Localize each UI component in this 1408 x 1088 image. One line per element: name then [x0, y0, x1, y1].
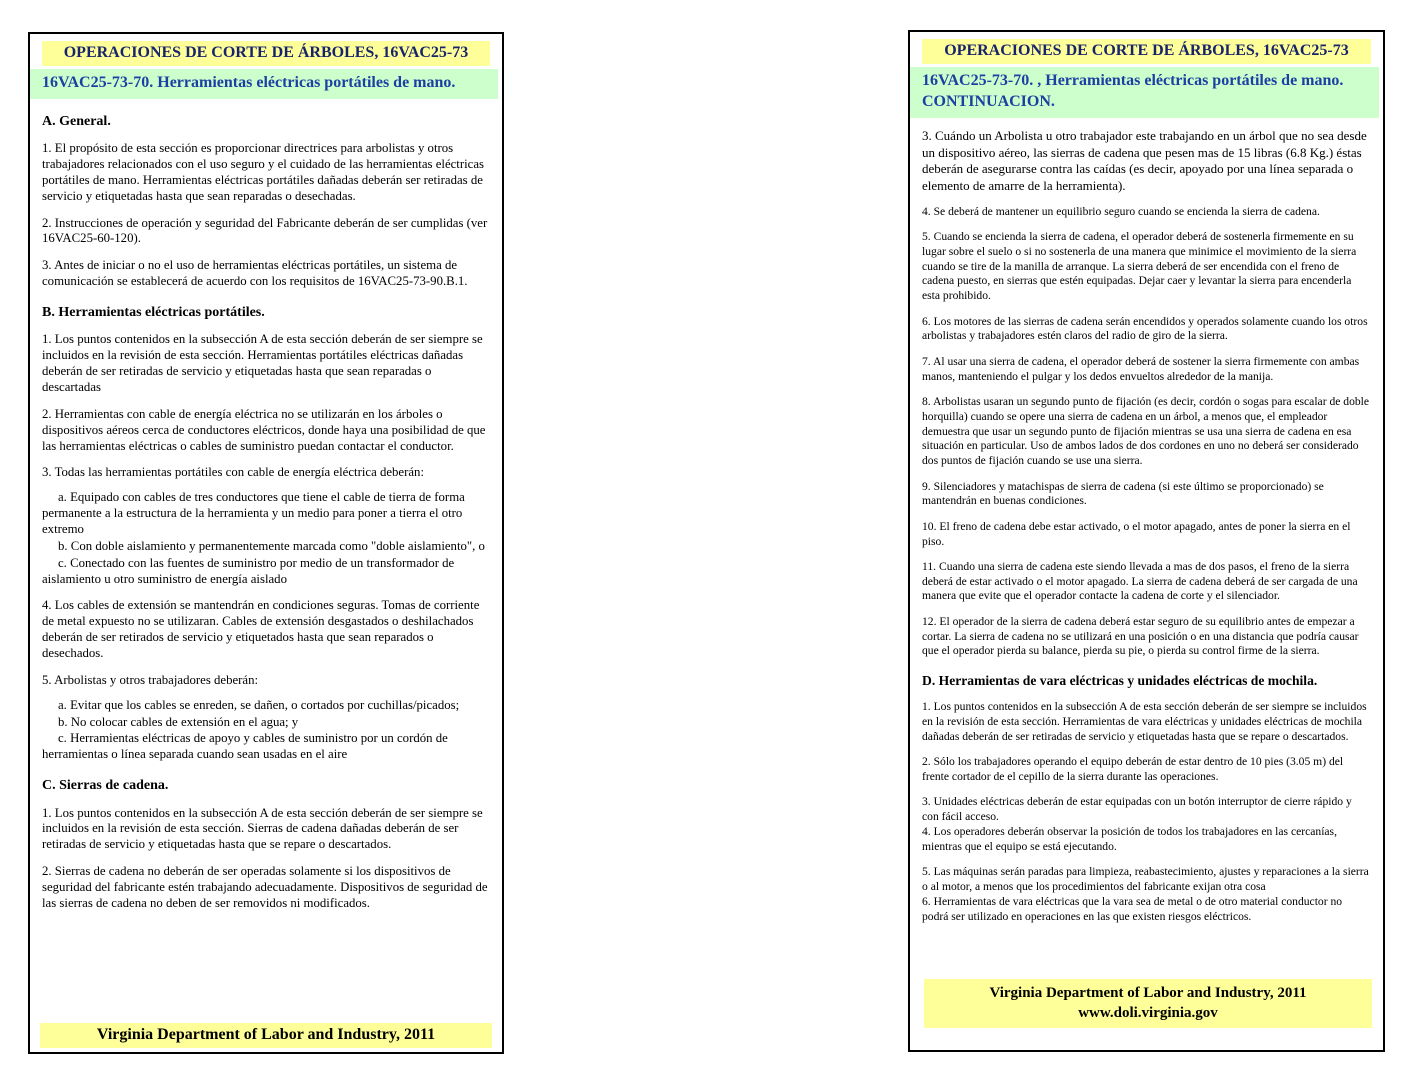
- footer-text: Virginia Department of Labor and Industry, 2011: [96, 1026, 436, 1043]
- left-page-subtitle-banner: [30, 69, 498, 99]
- section-heading: A. General.: [42, 113, 111, 129]
- paragraph: 4. Los operadores deberán observar la posición de todos los trabajadores en las cercanías, mientras que el equipo se está ejecutando.: [922, 824, 1337, 853]
- paragraph: 2. Sierras de cadena no deberán de ser operadas solamente si los dispositivos de seguridad del fabricante estén trabajando adecuadamente. Dispositivos de seguridad de las sierras de cadena no deben de ser removidos ni modificados.: [42, 864, 488, 910]
- left-page: [28, 32, 504, 1054]
- footer-text-line2: www.doli.virginia.gov: [1078, 1004, 1218, 1021]
- right-page-footer-banner: [924, 979, 1372, 1029]
- right-page: [908, 30, 1385, 1052]
- section-subtitle-line2: CONTINUACION.: [922, 92, 1055, 110]
- left-page-body: [41, 113, 491, 912]
- paragraph: 3. Unidades eléctricas deberán de estar equipadas con un botón interruptor de cierre rápido y con fácil acceso.: [922, 795, 1352, 824]
- list-item: c. Conectado con las fuentes de suministro por medio de un transformador de aislamiento u otro suministro de energía aislado: [42, 555, 455, 586]
- footer-text-line1: Virginia Department of Labor and Industry, 2011: [989, 984, 1307, 1001]
- right-page-subtitle-banner: [910, 67, 1379, 118]
- paragraph: 10. El freno de cadena debe estar activado, o el motor apagado, antes de poner la sierra en el piso.: [922, 519, 1351, 548]
- page-title: OPERACIONES DE CORTE DE ÁRBOLES, 16VAC25-73: [63, 44, 469, 61]
- paragraph: 11. Cuando una sierra de cadena este siendo llevada a mas de dos pasos, el freno de la sierra deberá de estar activado o el motor apagado. La sierra de cadena deberá de ser cargada de una manera que evite que el operador contacte la cadena de corte y el silenciador.: [922, 559, 1358, 603]
- paragraph: 3. Cuándo un Arbolista u otro trabajador este trabajando en un árbol que no sea desde un dispositivo aéreo, las sierras de cadena que pesen mas de 15 libras (6.8 Kg.) éstas deberán de asegurarse contra las caídas (es decir, apoyado por una línea separada o elemento de amarre de la herramienta).: [922, 128, 1367, 193]
- list-item: b. No colocar cables de extensión en el agua; y: [58, 714, 299, 729]
- paragraph: 9. Silenciadores y matachispas de sierra de cadena (si este último se proporcionado) se mantendrán en buenas condiciones.: [922, 479, 1324, 508]
- paragraph: 2. Herramientas con cable de energía eléctrica no se utilizarán en los árboles o dispositivos aéreos cerca de conductores eléctricos, donde haya una posibilidad de que las herramientas eléctricas o cables de suministro puedan contactar el conductor.: [42, 406, 486, 453]
- section-subtitle: 16VAC25-73-70. Herramientas eléctricas portátiles de mano.: [42, 74, 456, 91]
- list-item: b. Con doble aislamiento y permanentemente marcada como "doble aislamiento", o: [58, 538, 485, 553]
- paragraph: 3. Antes de iniciar o no el uso de herramientas eléctricas portátiles, un sistema de comunicación se establecerá de acuerdo con los requisitos de 16VAC25-73-90.B.1.: [42, 258, 468, 289]
- paragraph: 6. Los motores de las sierras de cadena serán encendidos y operados solamente cuando los otros arbolistas y trabajadores estén claros del radio de giro de la sierra.: [922, 314, 1368, 343]
- list-item: a. Evitar que los cables se enreden, se dañen, o cortados por cuchillas/picados;: [58, 697, 460, 712]
- paragraph: 5. Arbolistas y otros trabajadores deberán:: [42, 672, 259, 687]
- paragraph: 1. El propósito de esta sección es proporcionar directrices para arbolistas y otros trabajadores relacionados con el uso seguro y el cuidado de las herramientas eléctricas portátiles de mano. Herramientas eléctricas portátiles dañadas deberán ser retiradas de servicio y etiquetadas hasta que sean reparadas o desechadas.: [42, 141, 485, 203]
- paragraph: 1. Los puntos contenidos en la subsección A de esta sección deberán de ser siempre se incluidos en la revisión de esta sección. Sierras de cadena dañadas deberán de ser retiradas de servicio y etiquetadas hasta que se repare o descartados.: [42, 805, 483, 852]
- list-item: a. Equipado con cables de tres conductores que tiene el cable de tierra de forma permanente a la estructura de la herramienta y un medio para poner a tierra el otro extremo: [42, 490, 465, 536]
- paragraph: 6. Herramientas de vara eléctricas que la vara sea de metal o de otro material conductor no podrá ser utilizado en operaciones en las que existen riesgos eléctricos.: [922, 894, 1343, 923]
- list-item: c. Herramientas eléctricas de apoyo y cables de suministro por un cordón de herramientas o línea separada cuando sean usadas en el aire: [42, 731, 448, 762]
- left-page-title-banner: [42, 41, 490, 66]
- paragraph: 12. El operador de la sierra de cadena deberá estar seguro de su equilibrio antes de empezar a cortar. La sierra de cadena no se utilizará en una posición o en una distancia que podría causar que el operador pierda su balance, pierda su pie, o pierda su control firme de la sierra.: [922, 614, 1359, 658]
- paragraph: 5. Las máquinas serán paradas para limpieza, reabastecimiento, ajustes y reparaciones a la sierra o al motor, a menos que los procedimientos del fabricante exijan otra cosa: [922, 865, 1369, 893]
- section-heading: D. Herramientas de vara eléctricas y unidades eléctricas de mochila.: [922, 673, 1318, 689]
- paragraph: 7. Al usar una sierra de cadena, el operador deberá de sostener la sierra firmemente con ambas manos, manteniendo el pulgar y los dedos envueltos alrededor de la manija.: [922, 354, 1360, 383]
- paragraph: 4. Los cables de extensión se mantendrán en condiciones seguras. Tomas de corriente de metal expuesto no se utilizaran. Cables de extensión desgastados o deshilachados deberán de ser retirados de servicio y etiquetados hasta que sean reparados o desechados.: [42, 598, 480, 660]
- section-subtitle-line1: 16VAC25-73-70. , Herramientas eléctricas portátiles de mano.: [922, 72, 1344, 89]
- paragraph: 8. Arbolistas usaran un segundo punto de fijación (es decir, cordón o sogas para escalar de doble horquilla) cuando se opere una sierra de cadena en un árbol, a menos que, el empleador demuestra que usar un segundo punto de fijación mientras se usa una sierra de cadena en esa situación en particular. Uso de ambos lados de dos cordones en uno no deberá ser considerado dos puntos de fijación cuando se use una sierra.: [922, 394, 1370, 468]
- paragraph: 5. Cuando se encienda la sierra de cadena, el operador deberá de sostenerla firmemente en su lugar sobre el suelo o si no sostenerla de una manera que minimice el movimiento de la sierra cuando se tire de la manilla de arranque. La sierra deberá de ser encendida con el freno de cadena puesto, en sierras que estén equipadas. Dejar caer y levantar la sierra para encenderla esta prohibido.: [922, 229, 1357, 303]
- right-page-title-banner: [922, 39, 1371, 64]
- paragraph: 2. Sólo los trabajadores operando el equipo deberán de estar dentro de 10 pies (3.05 m) del frente cortador de el cepillo de la sierra durante las operaciones.: [922, 755, 1344, 783]
- right-page-body: [921, 128, 1372, 924]
- page-title: OPERACIONES DE CORTE DE ÁRBOLES, 16VAC25-73: [944, 42, 1349, 59]
- paragraph: 1. Los puntos contenidos en la subsección A de esta sección deberán de ser siempre se incluidos en la revisión de esta sección. Herramientas de vara eléctricas y unidades eléctricas de mochila dañadas deberán de ser retiradas de servicio y etiquetadas hasta que se repare o descartados.: [922, 700, 1367, 743]
- section-heading: B. Herramientas eléctricas portátiles.: [42, 305, 265, 321]
- paragraph: 1. Los puntos contenidos en la subsección A de esta sección deberán de ser siempre se incluidos en la revisión de esta sección. Herramientas portátiles eléctricas dañadas deberán de ser retiradas de servicio y etiquetadas hasta que sean reparadas o descartadas: [42, 332, 483, 394]
- section-heading: C. Sierras de cadena.: [42, 778, 169, 794]
- paragraph: 2. Instrucciones de operación y seguridad del Fabricante deberán de ser cumplidas (ver 16VAC25-60-120).: [42, 215, 488, 246]
- paragraph: 4. Se deberá de mantener un equilibrio seguro cuando se encienda la sierra de cadena.: [922, 204, 1320, 218]
- paragraph: 3. Todas las herramientas portátiles con cable de energía eléctrica deberán:: [42, 465, 425, 480]
- left-page-footer-banner: [40, 1023, 492, 1048]
